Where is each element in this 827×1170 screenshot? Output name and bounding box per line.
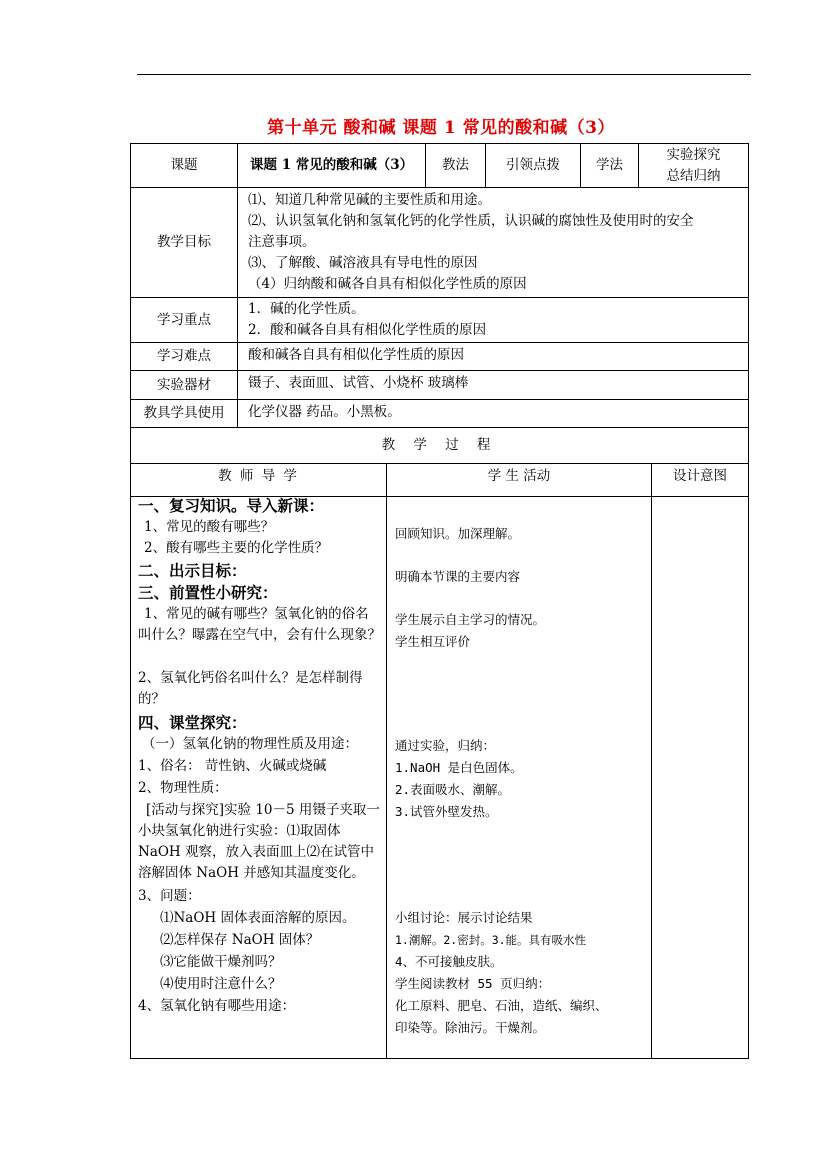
learn-method-line-2: 总结归纳 [666,167,721,184]
label-goals: 教学目标 [131,188,238,298]
label-teach-method: 教法 [426,144,486,188]
col-design-header: 设计意图 [652,464,748,497]
tools-value: 化学仪器 药品。小黑板。 [238,400,748,428]
process-title: 教 学 过 程 [131,428,748,464]
page-title: 第十单元 酸和碱 课题 1 常见的酸和碱（3） [267,118,615,138]
goals-value [238,188,748,298]
goal-line: ⑵、认识氢氧化钠和氢氧化钙的化学性质，认识碱的腐蚀性及使用时的安全 [248,213,694,229]
goal-line: ⑴、知道几种常见碱的主要性质和用途。 [248,192,491,208]
label-topic: 课题 [131,144,238,188]
learn-method-line-1: 实验探究 [666,146,721,163]
col-student-header: 学 生 活动 [387,464,652,497]
content-line: 4、氢氧化钠有哪些用途： [138,998,296,1014]
student-note: 小组讨论：展示讨论结果 [395,910,533,925]
student-note: 3.试管外壁发热。 [395,804,498,819]
label-materials: 实验器材 [131,371,238,400]
preview-question: 2、氢氧化钙俗名叫什么？是怎样制得的？ [138,670,363,707]
difficulty-value: 酸和碱各自具有相似化学性质的原因 [238,343,748,371]
student-note: 印染等。除油污。干燥剂。 [395,1020,546,1035]
top-rule [137,74,751,75]
question-item: 1、常见的酸有哪些？ [144,519,275,535]
subsection-title: （一）氢氧化钠的物理性质及用途： [142,736,358,752]
section-heading: 四、课堂探究： [138,713,247,732]
section-heading: 二、出示目标： [138,561,247,580]
student-note: 1.潮解。2.密封。3.能。具有吸水性 [395,933,587,947]
problem-item: ⑵怎样保存 NaOH 固体？ [160,932,320,948]
student-note: 学生相互评价 [395,634,471,649]
problem-item: ⑴NaOH 固体表面溶解的原因。 [160,910,356,926]
content-line: 2、物理性质： [138,780,228,796]
materials-value: 镊子、表面皿、试管、小烧杯 玻璃棒 [238,371,748,400]
teach-method-value: 引领点拨 [486,144,581,188]
learn-method-value [639,144,748,188]
student-note: 学生展示自主学习的情况。 [395,612,546,627]
student-note: 通过实验，归纳： [395,738,496,753]
problem-item: ⑶它能做干燥剂吗？ [160,954,282,970]
problem-item: ⑷使用时注意什么？ [160,976,282,992]
col-teacher-header: 教 师 导 学 [131,464,387,497]
student-note: 2.表面吸水、潮解。 [395,782,511,797]
student-note: 学生阅读教材 55 页归纳： [395,976,551,991]
goal-line: （4）归纳酸和碱各自具有相似化学性质的原因 [248,276,527,292]
goal-line: 注意事项。 [248,234,316,250]
question-item: 2、酸有哪些主要的化学性质？ [144,540,329,556]
preview-question: 1、常见的碱有哪些？氢氧化钠的俗名叫什么？曝露在空气中，会有什么现象？ [138,606,381,643]
activity-text: [活动与探究]实验 10－5 用镊子夹取一小块氢氧化钠进行实验：⑴取固体 NaOH 观察，放入表面皿上⑵在试管中溶解固体 NaOH 并感知其温度变化。 [138,802,380,881]
student-note: 明确本节课的主要内容 [395,569,521,584]
label-difficulty: 学习难点 [131,343,238,371]
design-column [652,497,748,1058]
topic-value: 课题 1 常见的酸和碱（3） [238,144,426,188]
student-note: 化工原料、肥皂、石油，造纸、编织、 [395,998,608,1013]
label-tools: 教具学具使用 [131,400,238,428]
student-note: 回顾知识。加深理解。 [395,526,521,541]
content-line: 1、俗名： 苛性钠、火碱或烧碱 [138,758,327,774]
student-note: 1.NaOH 是白色固体。 [395,760,523,775]
student-note: 4、不可接触皮肤。 [395,954,503,969]
label-key-points: 学习重点 [131,298,238,343]
goal-line: ⑶、了解酸、碱溶液具有导电性的原因 [248,255,478,271]
section-heading: 一、复习知识。导入新课： [138,496,325,515]
content-line: 3、问题： [138,888,201,904]
key-points-value [238,298,748,343]
lesson-plan-table [130,143,749,1059]
section-heading: 三、前置性小研究： [138,583,278,602]
label-learn-method: 学法 [581,144,639,188]
key-point-line: 1．碱的化学性质。 [248,301,365,317]
key-point-line: 2．酸和碱各自具有相似化学性质的原因 [248,322,487,338]
